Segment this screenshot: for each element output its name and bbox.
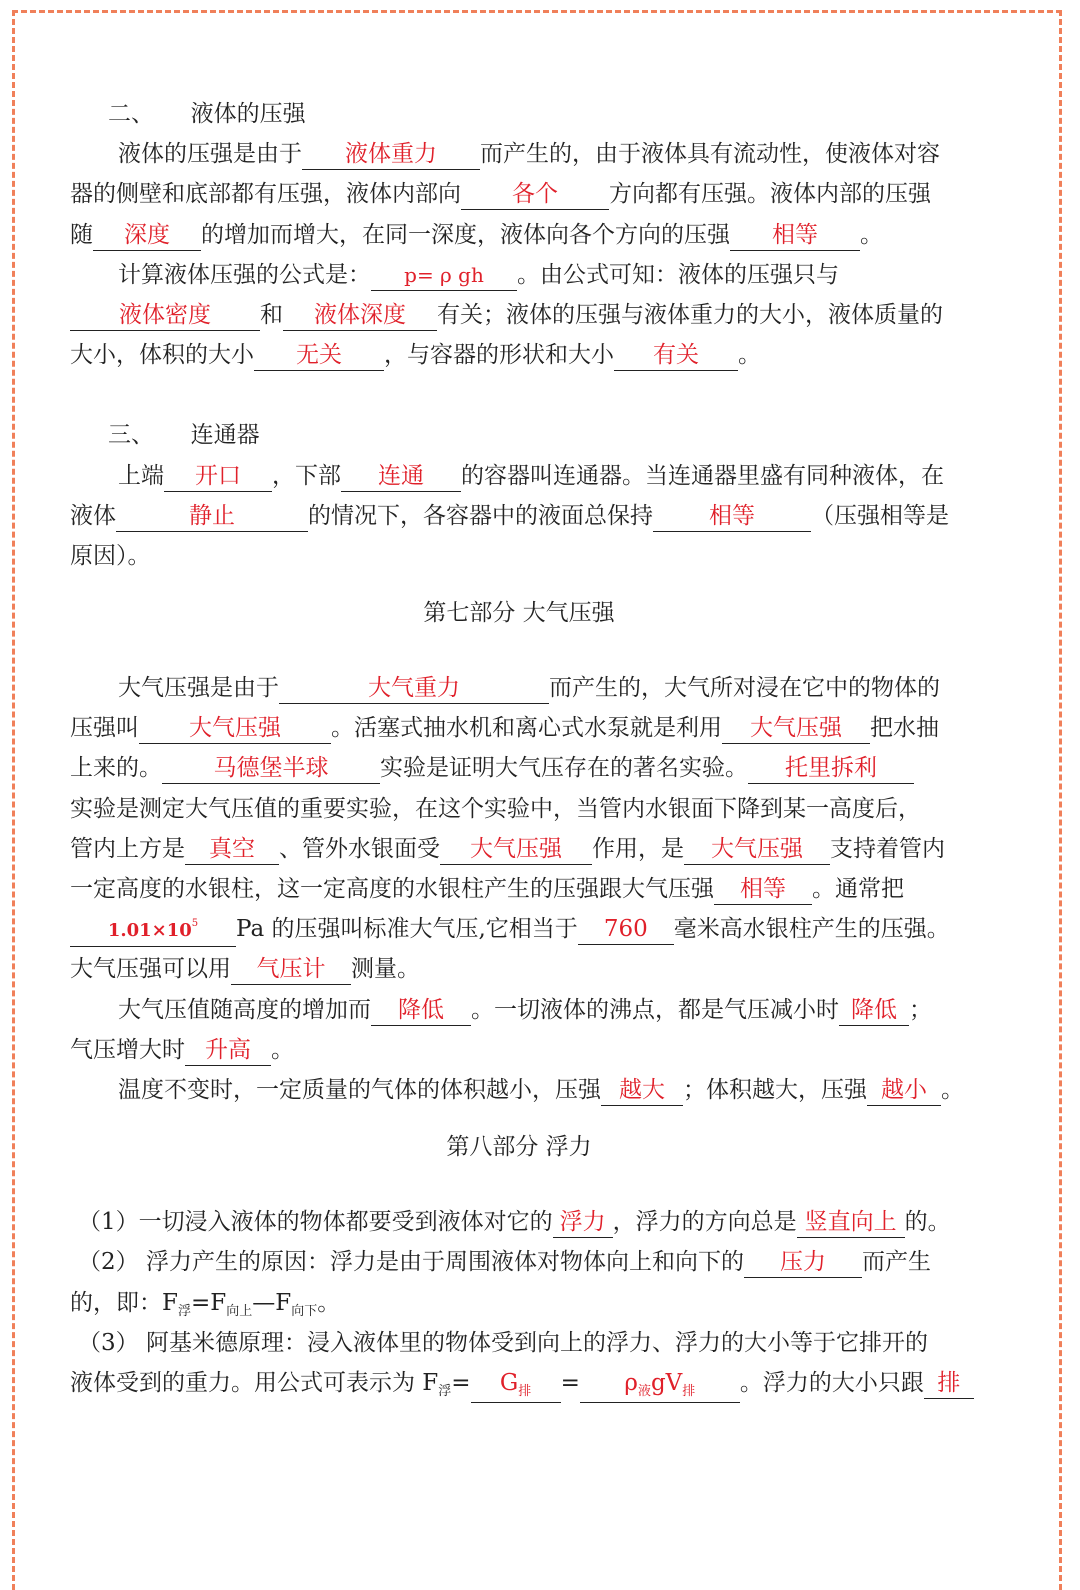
text-line: 液体的压强是由于 液体重力 而产生的，由于液体具有流动性，使液体对容 xyxy=(70,134,968,174)
text-line: 的，即：$F_浮=F_{向上}—F_{向下}$。 xyxy=(70,1289,341,1319)
answer-blank: 连通 xyxy=(341,461,461,492)
answer-blank: 760 xyxy=(578,914,674,945)
answer-blank: 液体深度 xyxy=(283,300,437,331)
spacer xyxy=(70,576,968,588)
text-line: 大气压值随高度的增加而 降低 。一切液体的沸点，都是气压减小时 降低 ； xyxy=(70,990,968,1030)
answer-blank: $1.01\times 10^5$ xyxy=(70,909,236,947)
answer-blank: 大气压强 xyxy=(440,834,592,865)
text-line: $1.01\times 10^5$ Pa 的压强叫标准大气压,它相当于 760 毫米高水银柱产生的压强。 xyxy=(70,909,968,949)
text-line: 上来的。 马德堡半球 实验是证明大气压存在的著名实验。 托里拆利 xyxy=(70,748,968,788)
answer-blank: 压力 xyxy=(744,1247,862,1278)
text-line: 压强叫 大气压强 。活塞式抽水机和离心式水泵就是利用 大气压强 把水抽 xyxy=(70,708,968,748)
answer-blank: 相等 xyxy=(653,501,811,532)
answer-blank: 降低 xyxy=(839,995,909,1026)
answer-blank: 大气压强 xyxy=(139,713,331,744)
answer-blank: 气压计 xyxy=(231,954,351,985)
answer-blank: 竖直向上 xyxy=(797,1207,905,1238)
answer-blank: $\rho_液gV_排$ xyxy=(580,1368,740,1403)
text-line: 管内上方是 真空 、管外水银面受 大气压强 作用，是 大气压强 支持着管内 xyxy=(70,829,968,869)
answer-blank: 大气重力 xyxy=(279,673,549,704)
text-line: 液体密度 和 液体深度 有关；液体的压强与液体重力的大小，液体质量的 xyxy=(70,295,968,335)
text-line: （2） 浮力产生的原因：浮力是由于周围液体对物体向上和向下的 压力 而产生 xyxy=(70,1242,968,1282)
text-line: 大气压强是由于 大气重力 而产生的，大气所对浸在它中的物体的 xyxy=(70,668,968,708)
text-line: 大气压强可以用 气压计 测量。 xyxy=(70,949,968,989)
answer-blank: 托里拆利 xyxy=(748,753,914,784)
text-line: 随 深度 的增加而增大，在同一深度，液体向各个方向的压强 相等 。 xyxy=(70,215,968,255)
part-title-buoyancy: 第八部分 浮力 xyxy=(446,1134,592,1161)
answer-blank: 越小 xyxy=(867,1075,941,1106)
spacer xyxy=(70,1172,968,1202)
section-heading-liquid-pressure xyxy=(70,94,968,134)
text-line: 大小，体积的大小 无关 ，与容器的形状和大小 有关 。 xyxy=(70,335,968,375)
text-line: （3） 阿基米德原理：浸入液体里的物体受到向上的浮力、浮力的大小等于它排开的 xyxy=(78,1329,928,1356)
spacer xyxy=(70,638,968,668)
text-line: 上端 开口 ，下部 连通 的容器叫连通器。当连通器里盛有同种液体，在 xyxy=(70,456,968,496)
answer-blank: 排 xyxy=(924,1368,974,1399)
text-line: 计算液体压强的公式是： p= ρ gh 。由公式可知：液体的压强只与 xyxy=(70,255,968,295)
answer-blank: 相等 xyxy=(714,874,812,905)
spacer xyxy=(70,1110,968,1122)
answer-blank: 静止 xyxy=(116,501,308,532)
section-heading-connected-vessels xyxy=(70,415,968,455)
answer-blank: 马德堡半球 xyxy=(162,753,380,784)
answer-blank: 大气压强 xyxy=(684,834,830,865)
answer-blank: 相等 xyxy=(730,220,860,251)
text-line: 气压增大时 升高 。 xyxy=(70,1030,968,1070)
answer-blank: 真空 xyxy=(185,834,279,865)
answer-blank: 深度 xyxy=(93,220,201,251)
text-line: 器的侧壁和底部都有压强，液体内部向 各个 方向都有压强。液体内部的压强 xyxy=(70,174,968,214)
part-title-atmospheric-pressure: 第七部分 大气压强 xyxy=(423,600,615,627)
section-number: 三、 xyxy=(108,422,154,449)
answer-blank: 开口 xyxy=(164,461,272,492)
spacer xyxy=(70,375,968,415)
text-line: 液体 静止 的情况下，各容器中的液面总保持 相等 （压强相等是 xyxy=(70,496,968,536)
answer-blank: 液体重力 xyxy=(302,139,480,170)
answer-blank: $G_排$ xyxy=(471,1368,561,1403)
text-line: 温度不变时，一定质量的气体的体积越小，压强 越大 ；体积越大，压强 越小 。 xyxy=(70,1070,968,1110)
section-title: 液体的压强 xyxy=(190,101,306,127)
text-line: 一定高度的水银柱，这一定高度的水银柱产生的压强跟大气压强 相等 。通常把 xyxy=(70,869,968,909)
text-line: 原因）。 xyxy=(70,542,151,569)
answer-blank: 越大 xyxy=(601,1075,683,1106)
answer-blank: 有关 xyxy=(614,340,738,371)
section-number: 二、 xyxy=(108,101,154,127)
section-title: 连通器 xyxy=(190,422,260,449)
text-line: 液体受到的重力。用公式可表示为 $F_浮= G_排 = \rho_液gV_排$ 。浮力的大小只跟 排 xyxy=(70,1363,968,1403)
text-line: 实验是测定大气压值的重要实验，在这个实验中，当管内水银面下降到某一高度后， xyxy=(70,795,921,822)
answer-blank: 大气压强 xyxy=(722,713,870,744)
document-body xyxy=(70,94,968,1403)
answer-blank: 液体密度 xyxy=(70,300,260,331)
answer-blank: 无关 xyxy=(254,340,384,371)
answer-blank: 各个 xyxy=(461,179,609,210)
answer-blank: p= ρ gh xyxy=(371,260,517,291)
answer-blank: 浮力 xyxy=(553,1207,613,1238)
text-line: （1）一切浸入液体的物体都要受到液体对它的 浮力 ，浮力的方向总是 竖直向上 的。 xyxy=(70,1202,968,1242)
answer-blank: 降低 xyxy=(371,995,471,1026)
answer-blank: 升高 xyxy=(185,1035,271,1066)
